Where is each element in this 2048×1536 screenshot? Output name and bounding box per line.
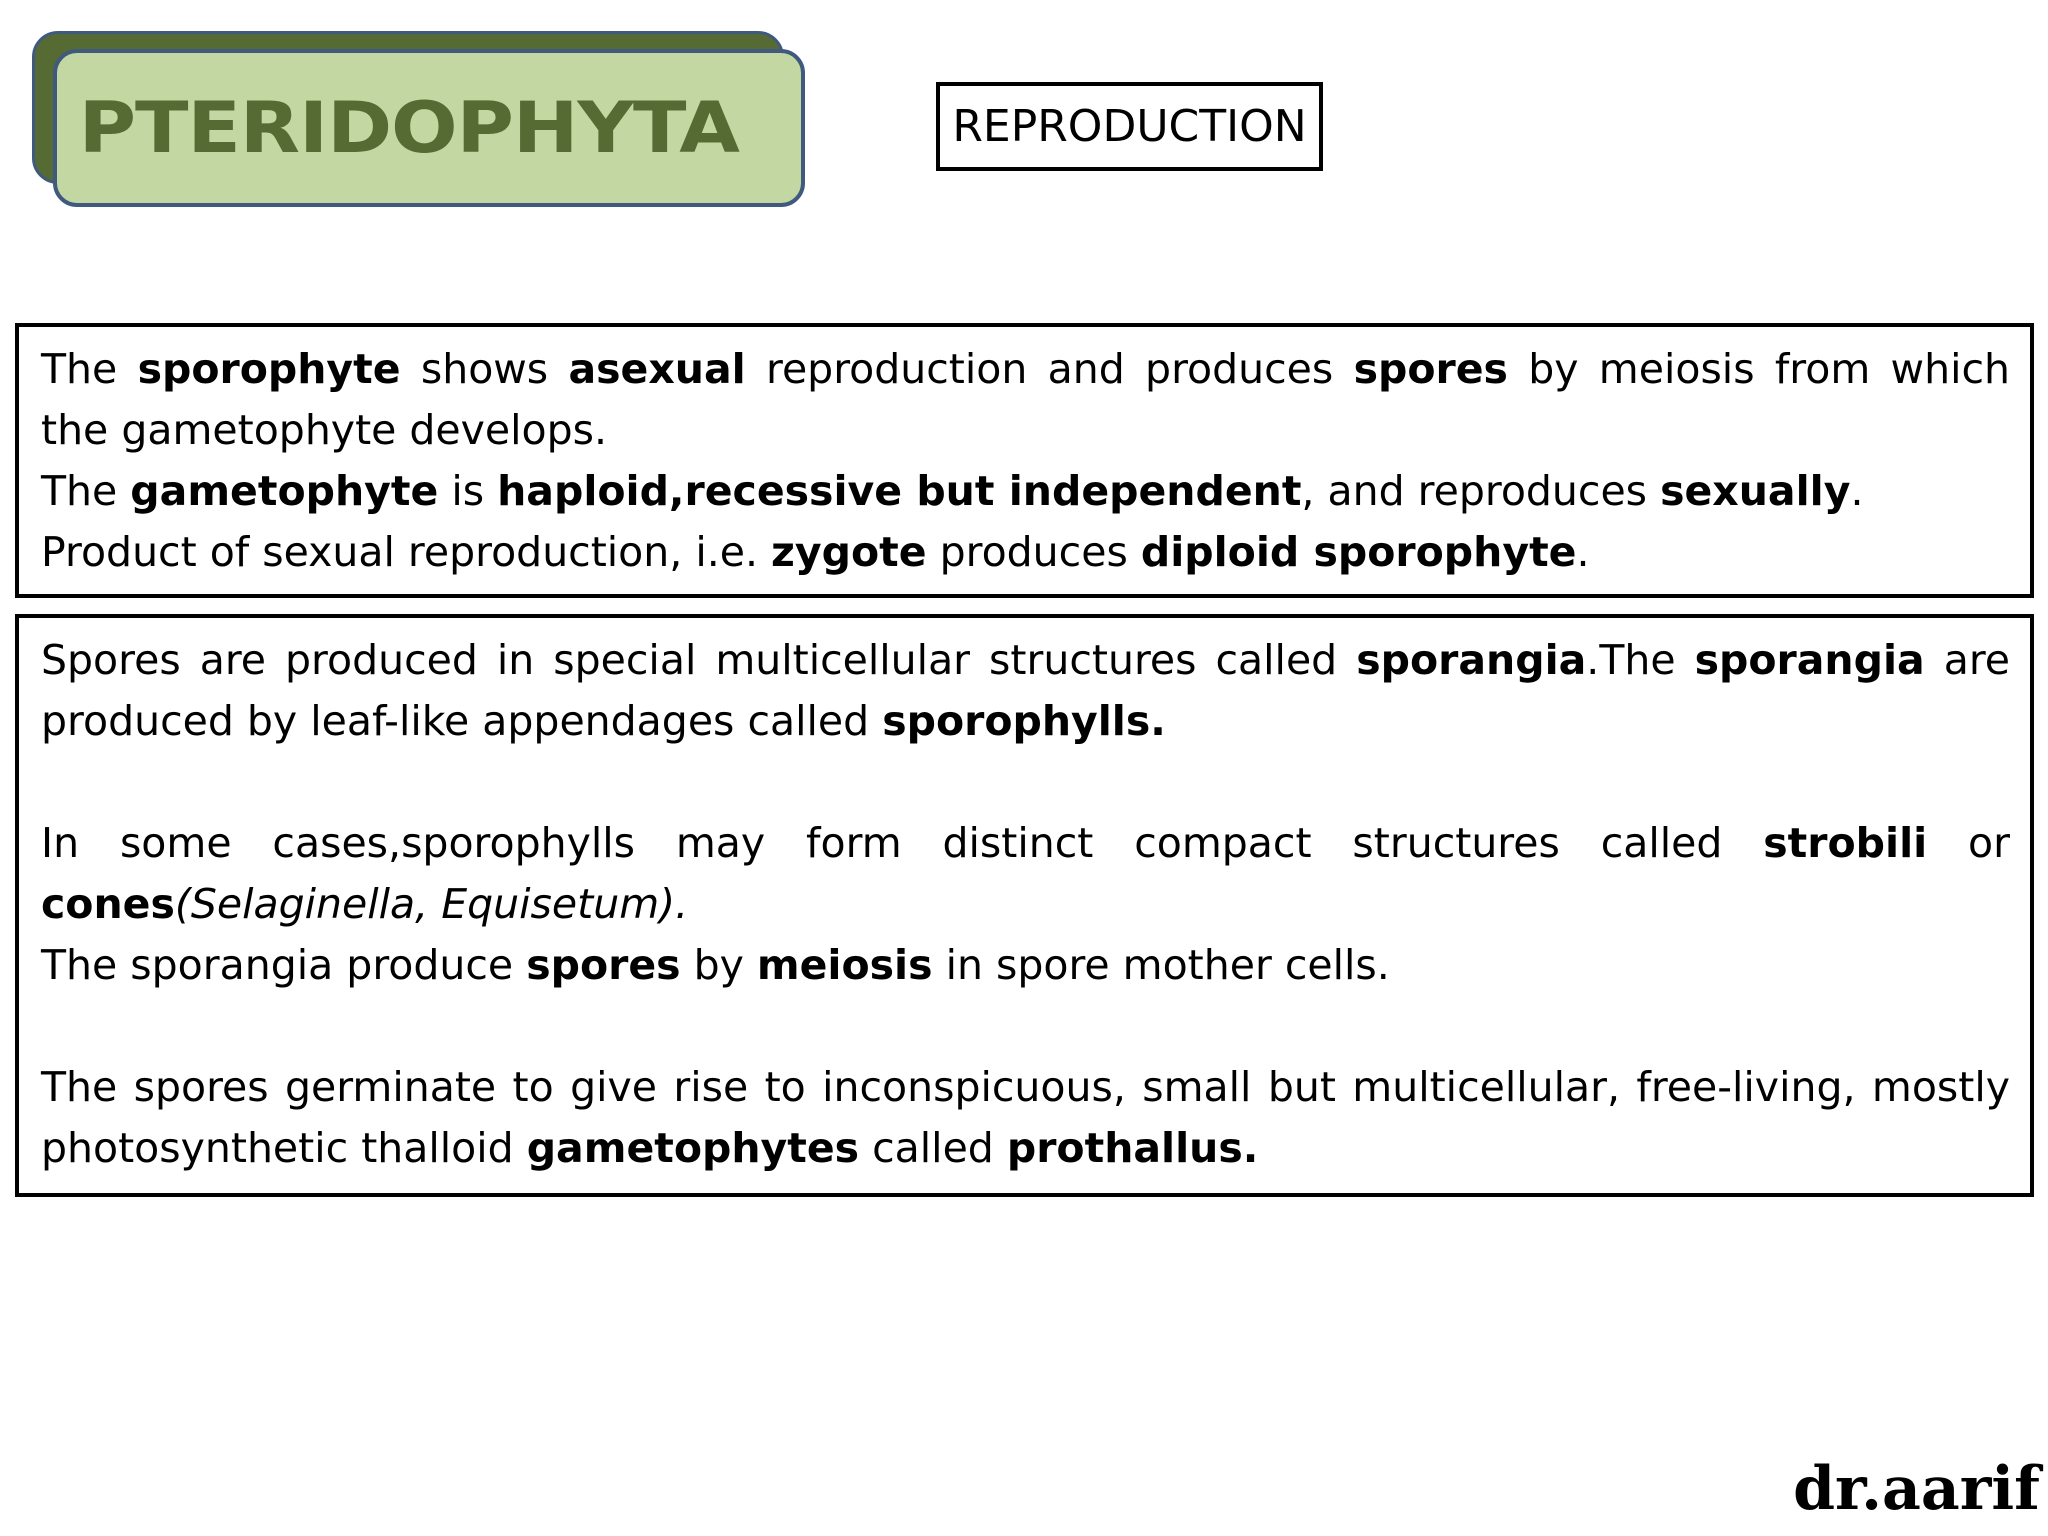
meiosis-paragraph	[41, 935, 2010, 996]
bold-term: sporangia	[1356, 636, 1587, 684]
paragraph-gap	[41, 752, 2010, 813]
page-title: PTERIDOPHYTA	[78, 87, 740, 169]
section-tag-label: REPRODUCTION	[952, 101, 1307, 152]
text-run: shows	[400, 345, 569, 393]
text-run: The	[41, 345, 138, 393]
bold-term: prothallus.	[1006, 1124, 1259, 1172]
text-run: or	[1927, 819, 2010, 867]
text-run: .	[1576, 528, 1590, 576]
bold-term: diploid sporophyte	[1140, 528, 1577, 576]
bold-term: gametophytes	[526, 1124, 860, 1172]
bold-term: cones	[41, 880, 175, 928]
text-run: called	[859, 1124, 1007, 1172]
sporangia-paragraph	[41, 630, 2010, 752]
bold-term: zygote	[771, 528, 927, 576]
text-run: in spore mother cells.	[932, 941, 1390, 989]
bold-term: spores	[1353, 345, 1508, 393]
sporangia-detail-panel	[15, 614, 2034, 1197]
sporophyte-paragraph	[41, 339, 2010, 461]
text-run: are produced by leaf-like appendages called	[41, 636, 2011, 745]
text-run: The sporangia produce	[41, 941, 527, 989]
text-run: .	[1850, 467, 1864, 515]
bold-term: haploid,recessive but independent	[497, 467, 1302, 515]
text-run: The	[41, 467, 131, 515]
bold-term: sporophyte	[137, 345, 401, 393]
strobili-paragraph	[41, 813, 2010, 935]
text-run: In some cases,sporophylls may form distinct compact structures called	[41, 819, 1764, 867]
text-run: Product of sexual reproduction, i.e.	[41, 528, 772, 576]
text-run: Spores are produced in special multicellular structures called	[41, 636, 1357, 684]
bold-term: asexual	[568, 345, 746, 393]
section-tag	[936, 82, 1323, 171]
text-run: .The	[1586, 636, 1695, 684]
prothallus-paragraph	[41, 1057, 2010, 1179]
text-run: reproduction and produces	[745, 345, 1354, 393]
text-run: is	[438, 467, 498, 515]
text-run: by meiosis from which the gametophyte develops.	[41, 345, 2010, 454]
bold-term: spores	[526, 941, 681, 989]
paragraph-gap	[41, 996, 2010, 1057]
title-banner	[53, 49, 805, 207]
bold-term: sporangia	[1694, 636, 1925, 684]
bold-term: strobili	[1763, 819, 1928, 867]
text-run: by	[680, 941, 757, 989]
bold-term: meiosis	[756, 941, 933, 989]
text-run: produces	[926, 528, 1141, 576]
italic-example: (Selaginella, Equisetum).	[174, 880, 689, 928]
bold-term: sexually	[1660, 467, 1851, 515]
text-run: The spores germinate to give rise to inconspicuous, small but multicellular, free-living, mostly photosynthetic thalloid	[41, 1063, 2010, 1172]
text-run: , and reproduces	[1301, 467, 1661, 515]
bold-term: gametophyte	[130, 467, 439, 515]
gametophyte-paragraph	[41, 461, 2010, 522]
bold-term: sporophylls.	[882, 697, 1166, 745]
reproduction-summary-panel	[15, 323, 2034, 598]
author-signature: dr.aarif	[1793, 1454, 2040, 1524]
zygote-paragraph	[41, 522, 2010, 583]
